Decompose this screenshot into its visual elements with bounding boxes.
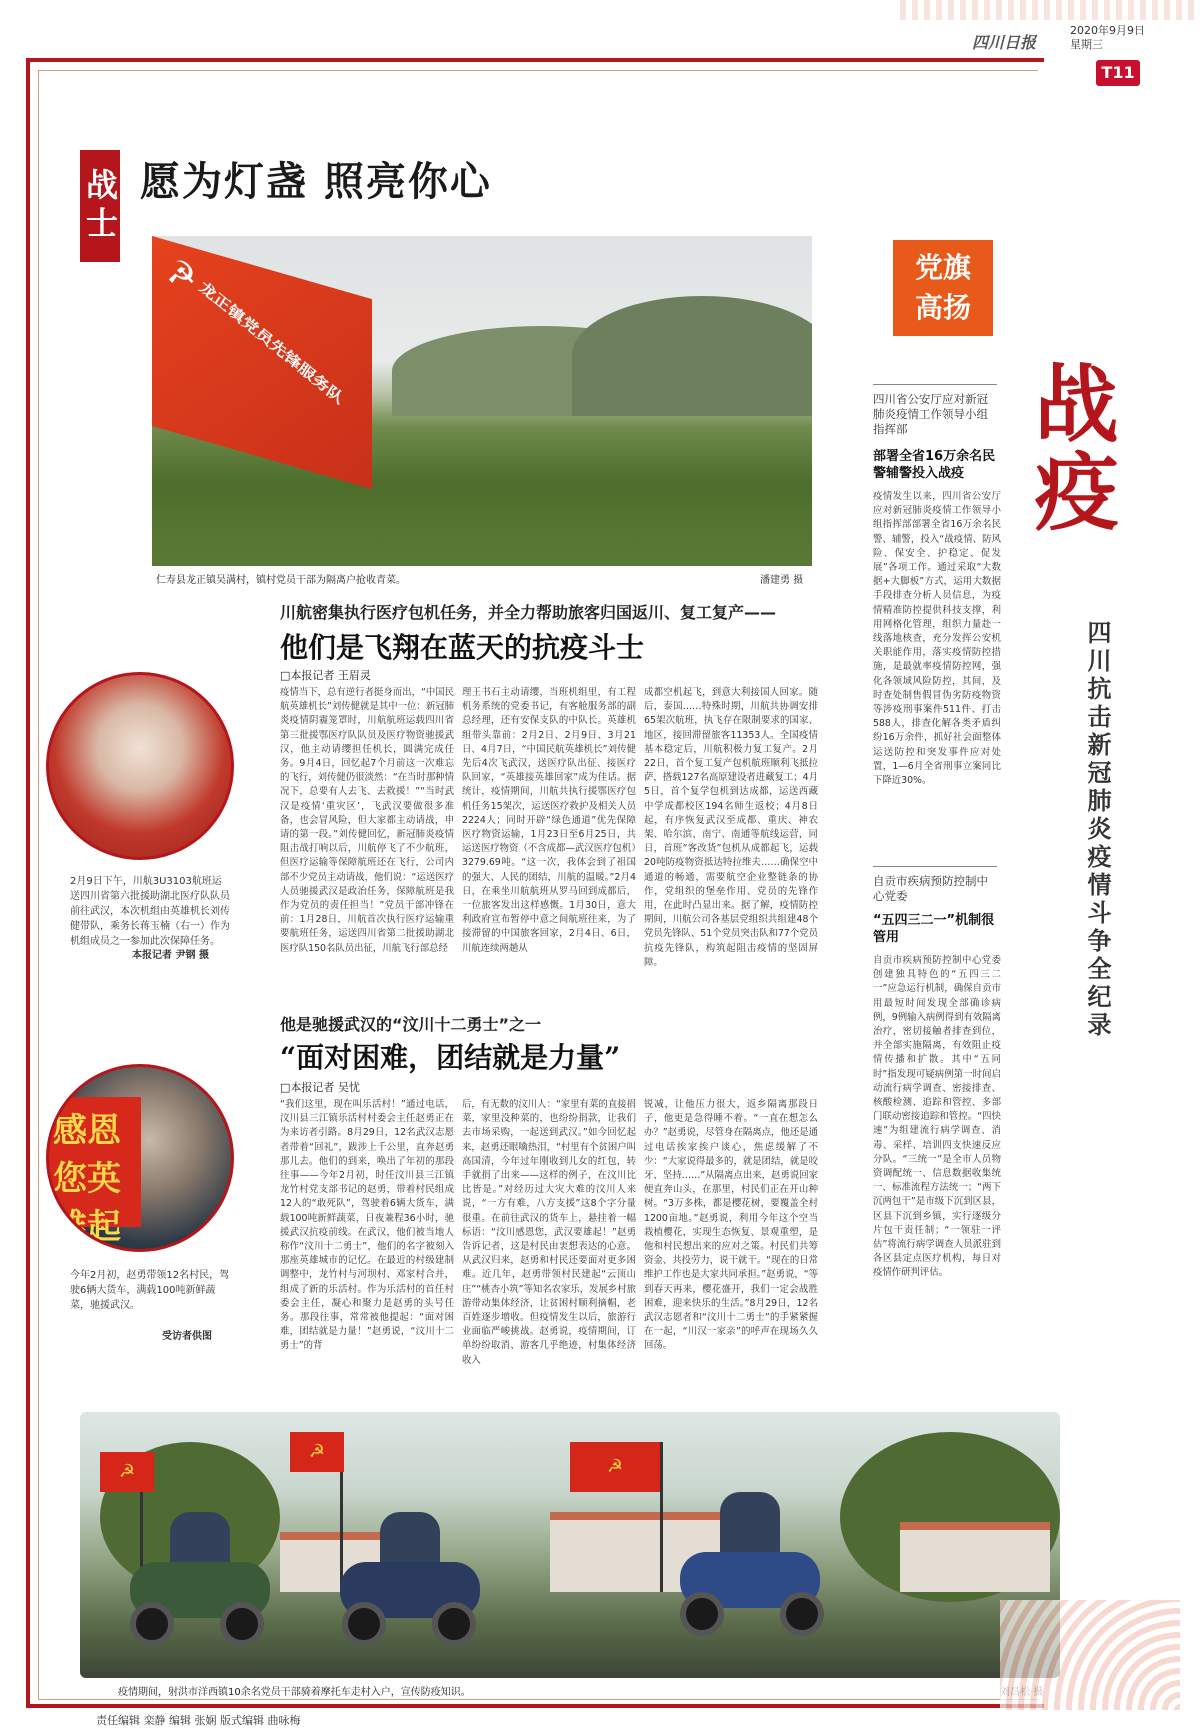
sidebar-block2-body: 自贡市疾病预防控制中心党委创建独具特色的“五四三二一”应急运行机制，确保自贡市用最短时间发现全部确诊病例，9例输入病例得到有效隔离治疗，密切接触者排查到位，并全部实施隔离，有效阻止疫情传播和扩散。其中“五同时”指发现可疑病例第一时间启动流行病学调查、密接排查、核酸检测、追踪和管控、多部门联动密接追踪和管控。“四快速”为组建流行病学调查、消毒、采样、培训四支快速反应分队。“三统一”是全市人员物资调配统一、信息数据收集统一、标准流程方法统一；“两下沉两包干”是市级下沉到区县，区县下沉到乡镇，实行逐级分片包干责任制；“一领驻一评估”将流行病学调查人员派驻到各区县定点医疗机构，每日对疫情作研判评估。 xyxy=(873,955,1001,1279)
divider xyxy=(873,384,997,385)
issue-date xyxy=(1070,24,1145,52)
article1-headline: 他们是飞翔在蓝天的抗疫斗士 xyxy=(280,631,645,664)
party-flag-icon: ☭ xyxy=(570,1442,660,1492)
section-badge: 战士 xyxy=(80,150,120,262)
flag-text: 龙正镇党员先锋服务队 xyxy=(196,277,347,408)
flight-crew-photo xyxy=(46,672,234,860)
divider xyxy=(873,866,997,867)
wheel-shape xyxy=(680,1592,724,1636)
sidebar-badge xyxy=(893,240,993,336)
sidebar-badge-line2: 高扬 xyxy=(914,291,971,324)
weekday-text: 星期三 xyxy=(1070,38,1103,51)
top-photo-caption: 仁寿县龙正镇吴满村，镇村党员干部为隔离户抢收青菜。 xyxy=(156,575,406,586)
sidebar-block1-org: 四川省公安厅应对新冠肺炎疫情工作领导小组指挥部 xyxy=(873,392,988,436)
sidebar-block2-head: “五四三二一”机制很管用 xyxy=(873,913,995,945)
party-flag-icon: ☭ xyxy=(100,1452,154,1492)
sidebar-block1-head: 部署全省16万余名民警辅警投入战疫 xyxy=(873,449,996,481)
article2-headline: “面对困难，团结就是力量” xyxy=(280,1041,621,1074)
decorative-clouds xyxy=(1000,1600,1180,1710)
hill-shape xyxy=(572,296,812,416)
article2-byline: □本报记者 吴忧 xyxy=(280,1081,360,1094)
villager-photo xyxy=(46,1064,234,1252)
wheel-shape xyxy=(342,1602,386,1646)
party-flag-icon: ☭ xyxy=(290,1432,344,1472)
sidebar-badge-line1: 党旗 xyxy=(914,251,971,284)
article2-column-1: “我们这里，现在叫乐活村！”通过电话，汶川县三江镇乐活村村委会主任赵勇正在为来访者引路。8月29日，12名武汉志愿者带着“回礼”，跋涉上千公里，直奔赵勇那儿去。他们的到来，唤出了年初的那段往事——今年2月初，时任汶川县三江镇龙竹村党支部书记的赵勇，带着村民组成12人的“敢死队”，驾驶着6辆大货车，满载100吨新鲜蔬菜，日夜兼程36小时，驰援武汉抗疫前线。在武汉，他们被当地人称作“汶川十二勇士”，他们的名字被刻入那座英雄城市的记忆。在最近的村级建制调整中，龙竹村与河坝村、邓家村合并，组成了新的乐活村。作为乐活村的首任村委会主任，凝心和聚力是赵勇的头号任务。那段往事，常常被他提起：“面对困难，团结就是力量！”赵勇说，“汶川十二勇士”的背 xyxy=(280,1099,454,1352)
series-title: 战疫 xyxy=(1021,360,1120,536)
top-photo xyxy=(152,236,812,566)
bottom-photo xyxy=(80,1412,1060,1678)
series-subtitle: 四川抗击新冠肺炎疫情斗争全纪录 xyxy=(1083,620,1112,1040)
masthead xyxy=(0,0,1200,60)
article1-kicker: 川航密集执行医疗包机任务，并全力帮助旅客归国返川、复工复产—— xyxy=(280,603,777,622)
article2-column-2: 后，有无数的汶川人：“家里有菜的直接捐菜，家里没种菜的，也纷纷捐款，让我们去市场采购，一起送到武汉。”如今回忆起来，赵勇还眼噙热泪，“村里有个贫困户叫高国清，今年过年刚收到儿女的红包，转手就捐了出来——这样的例子，在汶川比比皆是。”对经历过大灾大难的汶川人来说，“一方有难，八方支援”这8个字分量很重。在前往武汉的货车上，悬挂着一幅标语：“汶川感恩您，武汉要雄起！”赵勇告诉记者，这是村民由衷想表达的心意。从武汉归来，赵勇和村民还要面对更多困难。近几年，赵勇带领村民建起“云顶山庄”“桃杏小筑”等知名农家乐，发展乡村旅游带动集体经济，让贫困村顺利摘帽，老百姓逐步增收。但疫情发生以后，旅游行业面临严峻挑战。赵勇说，疫情期间，订单纷纷取消、游客几乎绝迹，村集体经济收入 xyxy=(462,1099,636,1366)
wheel-shape xyxy=(130,1602,174,1646)
article1-column-2: 理王书石主动请缨，当班机组里，有工程机务系统的党委书记，有客舱服务部的副总经理，还有安保支队的中队长。英雄机组带头靠前：2月2日、2月9日、3月21日、4月7日，“中国民航英雄机长”刘传健先后4次飞武汉，送医疗队出征、接医疗队回家，“英雄接英雄回家”成为佳话。据统计，疫情期间，川航共执行援鄂医疗包机任务15架次，运送医疗救护及相关人员2224人；同时开辟“绿色通道”优先保障医疗物资运输，1月23日至6月25日，共运送医疗物资（不含成都—武汉医疗包机）3279.69吨。“这一次，我体会到了祖国的强大、人民的团结，川航的温暖。”2月4日，在乘坐川航航班从罗马回到成都后，一位旅客发出这样感慨。1月30日，意大利政府宣布暂停中意之间航班往来，为了接滞留的中国旅客回家，2月4日、6日，川航连续两趟从 xyxy=(462,687,636,954)
circle2-caption: 今年2月初，赵勇带领12名村民，驾驶6辆大货车，满载100吨新鲜蔬菜，驰援武汉。 xyxy=(70,1270,230,1311)
hammer-sickle-icon: ☭ xyxy=(166,250,197,299)
article1-byline: □本报记者 王眉灵 xyxy=(280,669,371,682)
top-photo-credit: 潘建勇 摄 xyxy=(760,575,804,586)
article2-column-3: 锐减，让他压力很大，返乡隔离那段日子，他更是急得睡不着。“一直在想怎么办？”赵勇说，尽管身在隔离点，他还是通过电话挨家挨户谈心，焦虑缓解了不少：“大家说得最多的，就是团结，就是咬牙、坚持……”从隔离点出来，赵勇说回家便直奔山头，在那里，村民们正在开山种树。“3万多株，都是樱花树，要覆盖全村1200亩地。”赵勇说，利用今年这个空当栽植樱花，实现生态恢复、景观重塑，是他和村民想出来的应对之策。村民们共筹资金、共投劳力，说干就干。“现在的日常维护工作也是大家共同承担。”赵勇说，“等到春天再来，樱花盛开，我们一定会战胜困难，迎来快乐的生活。”8月29日，12名武汉志愿者和“汶川十二勇士”的手紧紧握在一起，“川汉一家亲”的呼声在现场久久回荡。 xyxy=(644,1099,818,1352)
sidebar-block1-body: 疫情发生以来，四川省公安厅应对新冠肺炎疫情工作领导小组指挥部部署全省16万余名民警、辅警，投入“战疫情、防风险、保安全、护稳定、促发展”各项工作。通过采取“大数据+大脚板”方式，运用大数据手段排查分析人员信息，为疫情精准防控提供科技支撑，利用网格化管理，组织力量赴一线落地核查，充分发挥公安机关职能作用，落实疫情防控措施，是最就率疫情防控网，强化各领域风险防控，其间，及时查处制售假冒伪劣防疫物资等涉疫刑事案件511件、打击588人，排查化解各类矛盾纠纷16万余件，抓好社会面整体运送防控和突发事件应对处置，1—6月全省刑事立案同比下降近30%。 xyxy=(873,491,1001,787)
house-shape xyxy=(900,1522,1050,1592)
flag-pole xyxy=(660,1442,663,1592)
page-number: T11 xyxy=(1096,60,1140,86)
wheel-shape xyxy=(780,1592,824,1636)
photo-banner: 感恩您英雄起 xyxy=(49,1097,141,1227)
sidebar-block2-org: 自贡市疾病预防控制中心党委 xyxy=(873,874,988,903)
party-flag xyxy=(152,236,372,489)
article1-column-3: 成都空机起飞，到意大利接国人回家。随后，泰国……特殊时期，川航共协调安排65架次航班，执飞存在限制要求的国家、地区，接回滞留旅客11353人。全国疫情基本稳定后，川航积极力复工复产。2月22日，首个复工复产包机航班顺利飞抵拉萨，搭载127名高原建设者进藏复工；4月5日，首个复学包机到达成都，运送西藏中学成都校区194名师生返校；4月8日起，有序恢复武汉至成都、重庆、神农架、哈尔滨、南宁、南通等航线运营，同日，首班“客改货”包机从成都起飞，运载20吨防疫物资抵达特拉维夫……确保空中通道的畅通，需要航空企业整链条的协作，党组织的堡垒作用、党员的先锋作用，在此时凸显出来。据了解，疫情防控期间，川航公司各基层党组织共组建48个党员先锋队、51个党员突击队和77个党员抗疫先锋队，构筑起阻击疫情的坚固屏障。 xyxy=(644,687,818,968)
article2-kicker: 他是驰援武汉的“汶川十二勇士”之一 xyxy=(280,1015,542,1034)
page-title: 愿为灯盏 照亮你心 xyxy=(140,158,492,205)
circle1-credit: 本报记者 尹钢 摄 xyxy=(132,950,209,961)
newspaper-logo: 四川日报 xyxy=(972,33,1037,52)
circle1-caption: 2月9日下午，川航3U3103航班运送四川省第六批援助湖北医疗队队员前往武汉，本次机组由英雄机长刘传健带队，乘务长蒋玉楠（右一）作为机组成员之一参加此次保障任务。 xyxy=(70,876,230,947)
wheel-shape xyxy=(220,1602,264,1646)
date-text: 2020年9月9日 xyxy=(1070,24,1145,37)
article1-column-1: 疫情当下，总有逆行者挺身而出，“中国民航英雄机长”刘传健就是其中一位：新冠肺炎疫情阴霾笼罩时，川航航班运载四川省第三批援鄂医疗队队员及医疗物资驰援武汉，他主动请缨担任机长，圆满完成任务。9月4日，回忆起7个月前这一次难忘的飞行，刘传健仍很淡然：“在当时那种情况下，总要有人去飞、去救援！”“当时武汉是疫情‘重灾区’，飞武汉要做很多准备，也会冒风险，但大家都主动请战，申请的第一段。”刘传健回忆，新冠肺炎疫情阻击战打响以后，川航停飞了不少航班，但医疗运输等保障航班还在飞行，公司内部不少党员主动请战，他们说：“运送医疗人员驰援武汉是政治任务，保障航班是我作为党员的责任担当！”党员干部冲锋在前：1月28日，川航首次执行医疗运输重要航班任务，运送四川省第二批援助湖北医疗队150名队员出征，川航飞行部总经 xyxy=(280,687,454,954)
wheel-shape xyxy=(432,1602,476,1646)
editor-credits: 责任编辑 栾静 编辑 张娴 版式编辑 曲咏梅 xyxy=(96,1714,301,1727)
circle2-credit: 受访者供图 xyxy=(162,1331,212,1342)
bottom-photo-caption: 疫情期间，射洪市洋西镇10余名党员干部骑着摩托车走村入户，宣传防疫知识。 xyxy=(118,1687,471,1698)
